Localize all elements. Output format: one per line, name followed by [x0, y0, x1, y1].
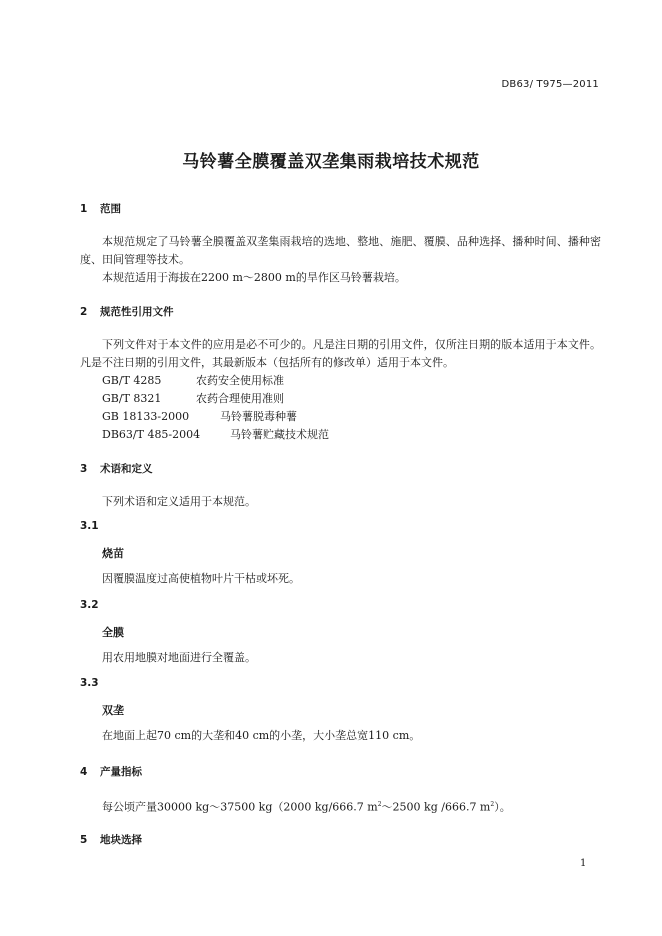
term-definition: 在地面上起70 cm的大垄和40 cm的小垄，大小垄总宽110 cm。 — [102, 729, 421, 742]
reference-code: DB63/T 485-2004 — [102, 428, 201, 441]
reference-title: 农药安全使用标准 — [196, 374, 284, 387]
reference-item — [102, 408, 297, 426]
section-heading-5 — [80, 832, 142, 847]
subsection-number: 3.2 — [80, 599, 99, 611]
superscript: 2 — [490, 801, 495, 808]
subsection-number: 3.1 — [80, 520, 99, 532]
reference-item — [102, 426, 329, 444]
reference-code: GB 18133-2000 — [102, 410, 190, 423]
term-title: 双垄 — [102, 704, 124, 717]
reference-title: 农药合理使用准则 — [196, 392, 284, 405]
document-code: DB63/ T975—2011 — [501, 79, 599, 90]
section-title: 产量指标 — [100, 766, 142, 778]
yield-text: ）。 — [494, 800, 511, 814]
section-number: 1 — [80, 203, 88, 215]
reference-item — [102, 372, 284, 390]
yield-text: 每公顷产量30000 kg～37500 kg（2000 kg/666.7 m — [102, 800, 378, 814]
yield-text: ～2500 kg /666.7 m — [381, 800, 491, 814]
section-number: 4 — [80, 766, 88, 778]
section-title: 范围 — [100, 203, 121, 215]
paragraph: 本规范适用于海拔在2200 m～2800 m的旱作区马铃薯栽培。 — [102, 271, 406, 284]
reference-code: GB/T 8321 — [102, 392, 162, 405]
term-title: 烧苗 — [102, 547, 124, 560]
section-number: 2 — [80, 306, 88, 318]
subsection-number: 3.3 — [80, 677, 99, 689]
paragraph: 下列文件对于本文件的应用是必不可少的。凡是注日期的引用文件，仅所注日期的版本适用于本文件。凡是不注日期的引用文件，其最新版本（包括所有的修改单）适用于本文件。 — [80, 338, 601, 369]
reference-item — [102, 390, 284, 408]
paragraph: 本规范规定了马铃薯全膜覆盖双垄集雨栽培的选地、整地、施肥、覆膜、品种选择、播种时间、播种密度、田间管理等技术。 — [80, 235, 601, 266]
yield-statement — [102, 796, 511, 817]
section-title: 地块选择 — [100, 834, 142, 846]
superscript: 2 — [377, 801, 382, 808]
section-title: 规范性引用文件 — [100, 306, 174, 318]
section-number: 3 — [80, 463, 88, 475]
page-title: 马铃薯全膜覆盖双垄集雨栽培技术规范 — [182, 152, 480, 172]
term-definition: 用农用地膜对地面进行全覆盖。 — [102, 651, 256, 664]
reference-title: 马铃薯贮藏技术规范 — [230, 428, 329, 441]
section-number: 5 — [80, 834, 88, 846]
reference-title: 马铃薯脱毒种薯 — [220, 410, 297, 423]
section-heading-2 — [80, 304, 174, 319]
reference-code: GB/T 4285 — [102, 374, 162, 387]
section-heading-3 — [80, 461, 153, 476]
section-heading-4 — [80, 764, 142, 779]
term-title: 全膜 — [102, 626, 124, 639]
term-definition: 因覆膜温度过高使植物叶片干枯或坏死。 — [102, 572, 300, 585]
paragraph: 下列术语和定义适用于本规范。 — [102, 495, 256, 508]
section-heading-1 — [80, 201, 121, 216]
page-number: 1 — [580, 858, 587, 869]
section-title: 术语和定义 — [100, 463, 153, 475]
